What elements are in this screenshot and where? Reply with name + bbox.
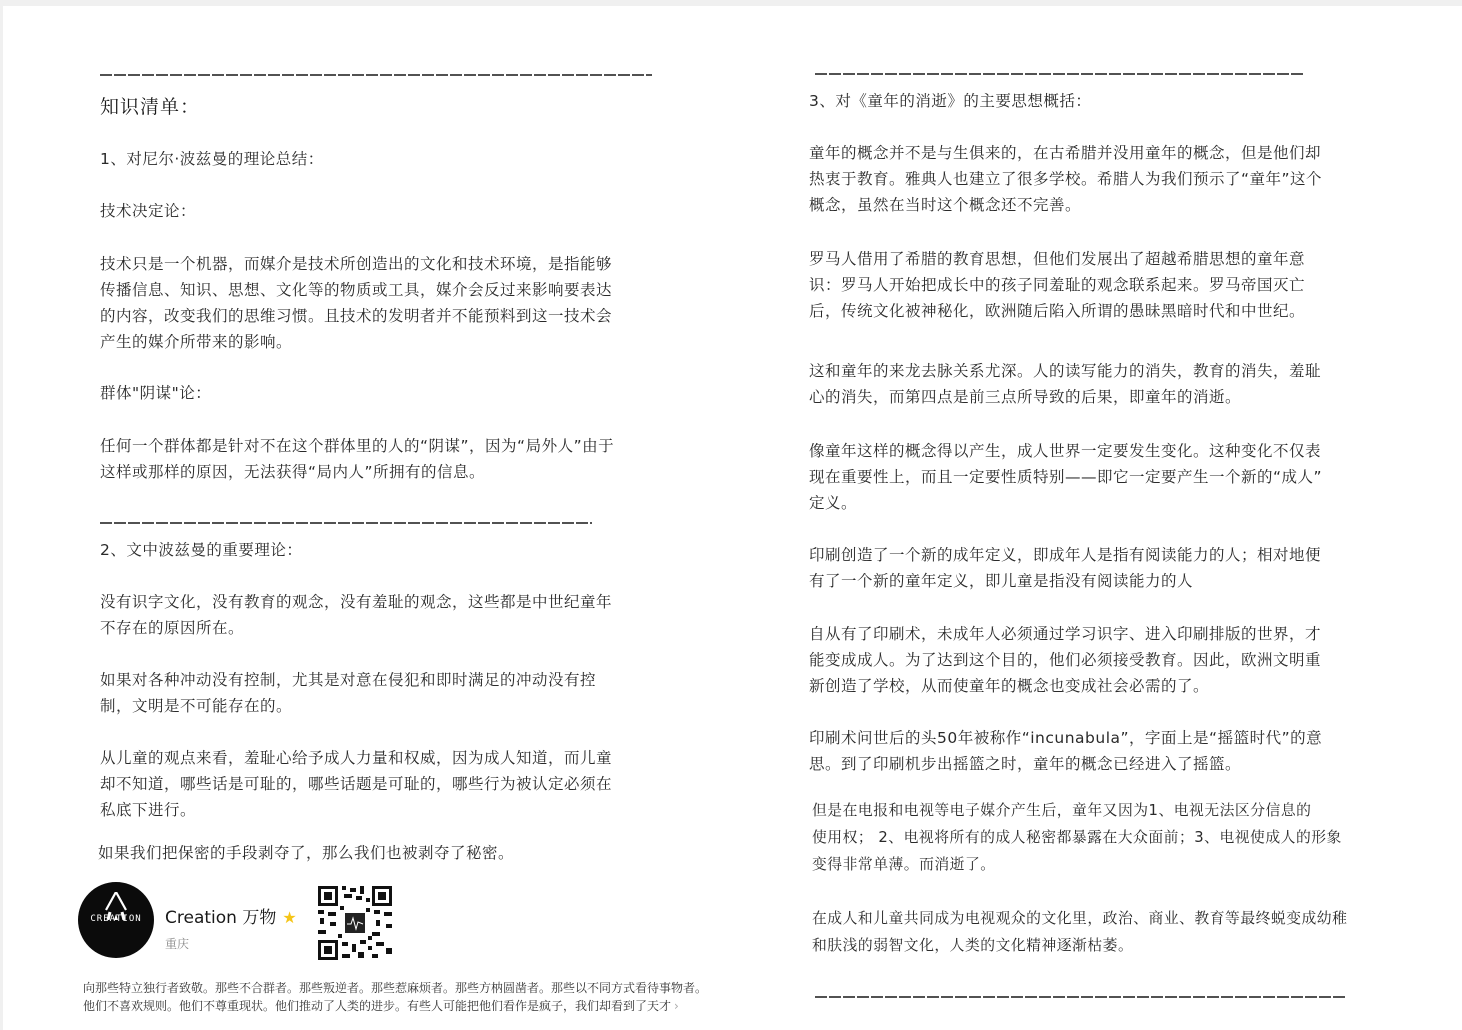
section3-heading: 3、对《童年的消逝》的主要思想概括： xyxy=(809,92,1092,110)
section2-paragraph-1: 没有识字文化，没有教育的观念，没有羞耻的观念，这些都是中世纪童年 不存在的原因所在。 xyxy=(100,593,613,637)
section3-paragraph-5: 印刷创造了一个新的成年定义，即成年人是指有阅读能力的人；相对地便 有了一个新的童年定义，即儿童是指没有阅读能力的人 xyxy=(809,546,1322,590)
group-conspiracy-paragraph: 任何一个群体都是针对不在这个群体里的人的“阴谋”，因为“局外人”由于 这样或那样的原因，无法获得“局内人”所拥有的信息。 xyxy=(100,437,615,481)
account-slogan[interactable]: 向那些特立独行者致敬。那些不合群者。那些叛逆者。那些惹麻烦者。那些方枘圆凿者。那些以不同方式看待事物者。 他们不喜欢规则。他们不尊重现状。他们推动了人类的进步。有些人可能把他们看作是疯子，我们却看到了天才 › xyxy=(83,981,708,1013)
divider-bottom-right xyxy=(815,996,1347,998)
account-location: 重庆 xyxy=(165,937,190,951)
group-conspiracy-title: 群体"阴谋"论： xyxy=(100,384,212,402)
creation-logo-avatar: CREATION xyxy=(78,882,154,958)
section3-paragraph-4: 像童年这样的概念得以产生，成人世界一定要发生变化。这种变化不仅表 现在重要性上，而且一定要性质特别——即它一定要产生一个新的“成人” 定义。 xyxy=(809,442,1323,512)
tech-determinism-paragraph: 技术只是一个机器，而媒介是技术所创造出的文化和技术环境，是指能够 传播信息、知识、思想、文化等的物质或工具，媒介会反过来影响要表达 的内容，改变我们的思维习惯。且技术的发明者并不能预料到这一技术会 产生的媒介所带来的影响。 xyxy=(100,255,613,351)
section2-paragraph-4: 如果我们把保密的手段剥夺了，那么我们也被剥夺了秘密。 xyxy=(98,844,515,862)
section3-paragraph-6: 自从有了印刷术，未成年人必须通过学习识字、进入印刷排版的世界，才 能变成成人。为了达到这个目的，他们必须接受教育。因此，欧洲文明重 新创造了学校，从而使童年的概念也变成社会必需的了。 xyxy=(809,625,1322,695)
page-title: 知识清单： xyxy=(100,96,201,118)
account-name[interactable]: Creation 万物 ★ xyxy=(165,908,297,928)
section2-paragraph-2: 如果对各种冲动没有控制，尤其是对意在侵犯和即时满足的冲动没有控 制，文明是不可能存在的。 xyxy=(100,671,597,715)
star-icon: ★ xyxy=(282,908,297,927)
section3-paragraph-2: 罗马人借用了希腊的教育思想，但他们发展出了超越希腊思想的童年意 识：罗马人开始把成长中的孩子同羞耻的观念联系起来。罗马帝国灭亡 后，传统文化被神秘化，欧洲随后陷入所谓的愚昧黑暗时代和中世纪。 xyxy=(809,250,1306,320)
document-page xyxy=(3,6,1462,1030)
section2-heading: 2、文中波兹曼的重要理论： xyxy=(100,541,303,559)
section3-paragraph-3: 这和童年的来龙去脉关系尤深。人的读写能力的消失，教育的消失，羞耻 心的消失，而第四点是前三点所导致的后果，即童年的消逝。 xyxy=(809,362,1322,406)
section3-paragraph-9: 在成人和儿童共同成为电视观众的文化里，政治、商业、教育等最终蜕变成幼稚 和肤浅的弱智文化，人类的文化精神逐渐枯萎。 xyxy=(812,910,1348,954)
tech-determinism-title: 技术决定论： xyxy=(100,202,197,220)
section3-paragraph-1: 童年的概念并不是与生俱来的，在古希腊并没用童年的概念，但是他们却 热衷于教育。雅典人也建立了很多学校。希腊人为我们预示了“童年”这个 概念，虽然在当时这个概念还不完善。 xyxy=(809,144,1323,214)
section1-heading: 1、对尼尔·波兹曼的理论总结： xyxy=(100,150,324,168)
section3-paragraph-8: 但是在电报和电视等电子媒介产生后，童年又因为1、电视无法区分信息的 使用权； 2、电视将所有的成人秘密都暴露在大众面前；3、电视使成人的形象 变得非常单薄。而消逝了。 xyxy=(812,802,1342,873)
divider-top-right xyxy=(815,73,1303,75)
qr-code[interactable] xyxy=(316,884,394,962)
chevron-right-icon: › xyxy=(674,999,679,1013)
section2-paragraph-3: 从儿童的观点来看，羞耻心给予成人力量和权威，因为成人知道，而儿童 却不知道，哪些话是可耻的，哪些话题是可耻的，哪些行为被认定必须在 私底下进行。 xyxy=(100,749,613,819)
divider-mid-left xyxy=(100,522,592,524)
section3-paragraph-7: 印刷术问世后的头50年被称作“incunabula”，字面上是“摇篮时代”的意 思。到了印刷机步出摇篮之时，童年的概念已经进入了摇篮。 xyxy=(809,729,1323,773)
divider-top-left xyxy=(100,74,652,76)
account-card[interactable] xyxy=(78,882,738,1022)
